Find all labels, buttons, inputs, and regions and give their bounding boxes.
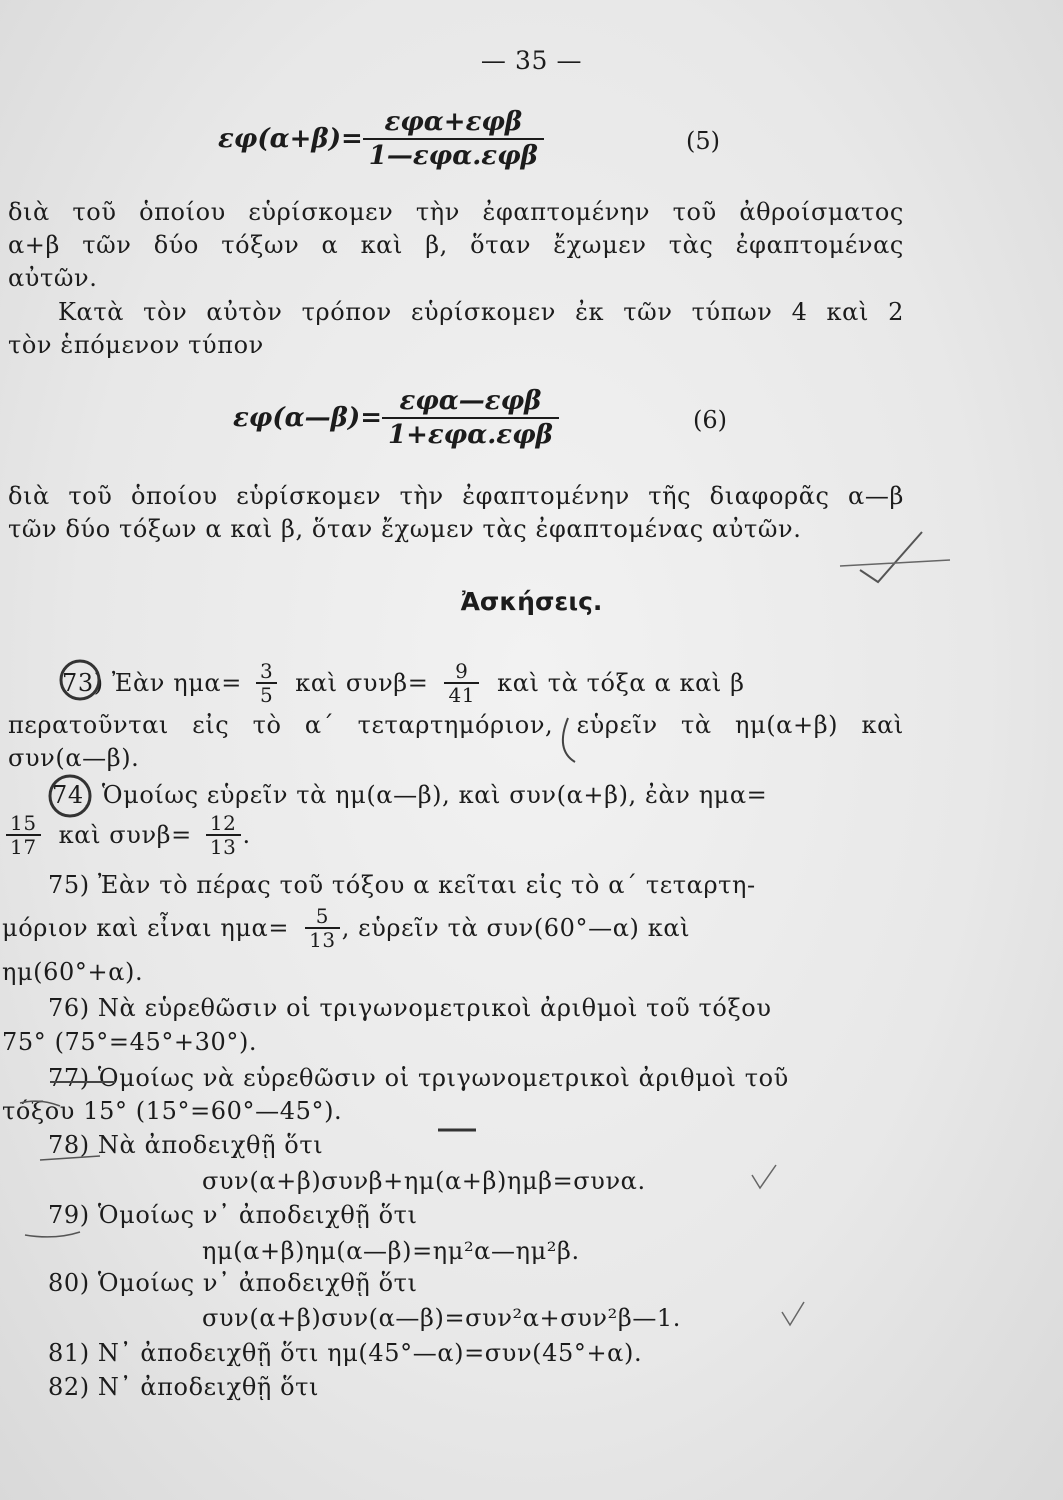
small-check-icon xyxy=(782,1302,804,1325)
word: ὁποίου xyxy=(130,482,218,510)
para3-line2: τῶν δύο τόξων α καὶ β, ὅταν ἔχωμεν τὰς ἐφαπτομένας αὐτῶν. xyxy=(8,515,802,543)
word: εὑρίσκομεν xyxy=(248,198,394,226)
word: τοῦ xyxy=(72,198,117,226)
exercise-79-line2: ημ(α+β)ημ(α—β)=ημ²α—ημ²β. xyxy=(202,1237,580,1265)
pencil-stroke xyxy=(20,1101,60,1106)
fraction-numerator: 12 xyxy=(209,811,237,835)
exercise-76-line2: 75° (75°=45°+30°). xyxy=(2,1028,258,1056)
word: ἐφαπτομένας xyxy=(735,231,904,259)
exercise-77-line1: 77) Ὁμοίως νὰ εὑρεθῶσιν οἱ τριγωνομετρικοὶ ἀριθμοὶ τοῦ xyxy=(48,1064,789,1092)
word: τύπων xyxy=(691,298,773,326)
circle-mark-73 xyxy=(61,661,99,699)
exercise-74-text-c: . xyxy=(242,821,251,849)
word: β, xyxy=(425,231,448,259)
pencil-stroke xyxy=(840,560,950,566)
word: ὅταν xyxy=(470,231,532,259)
exercises-heading: Ἀσκήσεις. xyxy=(460,587,603,616)
fraction-denominator: 41 xyxy=(444,682,479,706)
exercise-75-line3: ημ(60°+α). xyxy=(2,958,144,986)
word: τοῦ xyxy=(672,198,717,226)
word: ὁποίου xyxy=(139,198,226,226)
word: τόξων xyxy=(221,231,300,259)
formula-5-denominator: 1—εφα.εφβ xyxy=(363,138,544,170)
word: περατοῦνται xyxy=(8,711,169,739)
word: τεταρτημόριον, xyxy=(357,711,554,739)
word: εὑρίσκομεν xyxy=(410,298,556,326)
word: αὐτὸν xyxy=(206,298,283,326)
word: τῆς xyxy=(648,482,692,510)
exercise-82-line1: 82) Ν᾽ ἀποδειχθῇ ὅτι xyxy=(48,1373,320,1401)
pencil-stroke xyxy=(25,1232,80,1237)
fraction-denominator: 5 xyxy=(256,682,277,706)
fraction-numerator: 5 xyxy=(315,904,330,928)
formula-5-numerator: εφα+εφβ xyxy=(384,107,523,137)
word: διὰ xyxy=(8,198,50,226)
word: ἔχωμεν xyxy=(553,231,647,259)
exercise-78-line2: συν(α+β)συνβ+ημ(α+β)ημβ=συνα. xyxy=(202,1167,646,1195)
formula-5-lhs: εφ(α+β)= xyxy=(218,124,363,154)
word: ημ(α+β) xyxy=(735,711,839,739)
word: α΄ xyxy=(304,711,335,739)
word: τὸν xyxy=(143,298,188,326)
fraction-numerator: 3 xyxy=(259,659,274,683)
exercise-74-text-b: καὶ συνβ= xyxy=(58,821,192,849)
exercise-73-text-a: 73) Ἐὰν ημα= xyxy=(62,669,242,697)
formula-6-denominator: 1+εφα.εφβ xyxy=(382,417,559,449)
word: α xyxy=(321,231,339,259)
word: τὰς xyxy=(668,231,714,259)
word: εἰς xyxy=(192,711,230,739)
word: τὴν xyxy=(415,198,460,226)
word: α+β xyxy=(8,231,60,259)
fraction-numerator: 15 xyxy=(10,811,37,835)
fraction-denominator: 13 xyxy=(305,927,340,951)
word: διαφορᾶς xyxy=(709,482,830,510)
word: ἀθροίσματος xyxy=(739,198,904,226)
word: τὸ xyxy=(252,711,282,739)
check-mark-icon xyxy=(860,532,922,582)
fraction-numerator: 9 xyxy=(455,659,469,683)
para2-line2: τὸν ἑπόμενον τύπον xyxy=(8,331,264,359)
exercise-74-line1: 74) Ὁμοίως εὑρεῖν τὰ ημ(α—β), καὶ συν(α+β), ἐὰν ημα= xyxy=(52,781,768,809)
word: τῶν xyxy=(82,231,132,259)
exercise-75-text-a: μόριον καὶ εἶναι ημα= xyxy=(2,914,290,942)
circle-mark-74 xyxy=(50,776,90,816)
exercise-80-line2: συν(α+β)συν(α—β)=συν²α+συν²β—1. xyxy=(202,1304,682,1332)
word: Κατὰ xyxy=(58,298,125,326)
word: τὴν xyxy=(399,482,444,510)
exercise-73-text-b: καὶ συνβ= xyxy=(295,669,429,697)
formula-6-label: (6) xyxy=(693,406,727,434)
bracket-mark xyxy=(563,718,575,762)
underline-mark-78 xyxy=(40,1156,100,1160)
word: εὑρίσκομεν xyxy=(236,482,382,510)
exercise-80-line1: 80) Ὁμοίως ν᾽ ἀποδειχθῇ ὅτι xyxy=(48,1269,418,1297)
word: εὑρεῖν xyxy=(576,711,658,739)
exercise-78-line1: 78) Νὰ ἀποδειχθῇ ὅτι xyxy=(48,1131,324,1159)
word: τρόπον xyxy=(301,298,392,326)
word: 4 xyxy=(791,298,808,326)
exercise-75-text-b: , εὑρεῖν τὰ συν(60°—α) καὶ xyxy=(341,914,691,942)
word: 2 xyxy=(888,298,904,326)
exercise-77-line2: τόξου 15° (15°=60°—45°). xyxy=(2,1097,343,1125)
formula-5-label: (5) xyxy=(686,127,720,155)
word: διὰ xyxy=(8,482,50,510)
word: καὶ xyxy=(861,711,904,739)
word: α—β xyxy=(848,482,904,510)
word: δύο xyxy=(153,231,199,259)
exercise-81-line1: 81) Ν᾽ ἀποδειχθῇ ὅτι ημ(45°—α)=συν(45°+α). xyxy=(48,1339,643,1367)
word: τὰ xyxy=(681,711,712,739)
formula-6-numerator: εφα—εφβ xyxy=(399,386,542,416)
small-check-icon xyxy=(752,1165,776,1188)
exercise-79-line1: 79) Ὁμοίως ν᾽ ἀποδειχθῇ ὅτι xyxy=(48,1201,418,1229)
exercise-73-line3: συν(α—β). xyxy=(8,744,140,772)
word: καὶ xyxy=(826,298,869,326)
exercise-76-line1: 76) Νὰ εὑρεθῶσιν οἱ τριγωνομετρικοὶ ἀριθμοὶ τοῦ τόξου xyxy=(48,994,772,1022)
word: ἐφαπτομένην xyxy=(462,482,630,510)
word: ἐφαπτομένην xyxy=(482,198,651,226)
para1-line3: αὐτῶν. xyxy=(8,264,98,292)
fraction-denominator: 17 xyxy=(6,834,41,858)
fraction-denominator: 13 xyxy=(206,834,241,858)
word: καὶ xyxy=(360,231,403,259)
word: ἐκ xyxy=(575,298,605,326)
formula-6-lhs: εφ(α—β)= xyxy=(233,403,382,433)
page-number: — 35 — xyxy=(480,46,583,75)
exercise-75-line1: 75) Ἐὰν τὸ πέρας τοῦ τόξου α κεῖται εἰς τὸ α΄ τεταρτη- xyxy=(48,871,756,899)
word: τοῦ xyxy=(68,482,113,510)
exercise-73-text-c: καὶ τὰ τόξα α καὶ β xyxy=(497,669,745,697)
word: τῶν xyxy=(623,298,673,326)
